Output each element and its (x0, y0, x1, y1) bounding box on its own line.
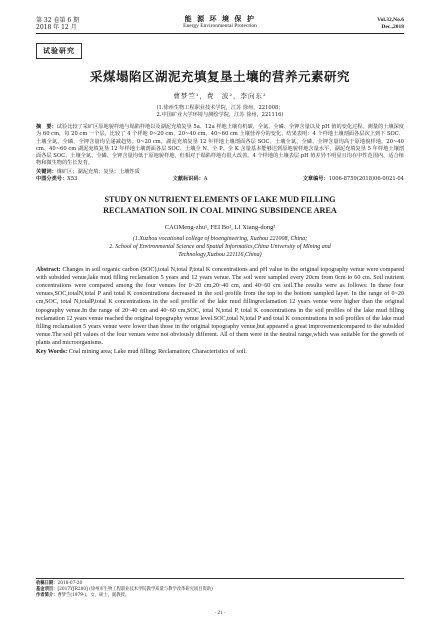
abstract-en-text: Changes in soil organic carbon (SOC),total N,total P,total K concentrations and pH value in the original topography venue were compared with subsided venue,lake mud filling reclamation 5 years and 12 years venue. The soil were sampled every 20cm from 0cm to 60 cm. Soil nutrient concentrations were compared among the four venues for 0~20 cm,20~40 cm, and 40~60 cm soil.The results were as follows: In these four venues,SOC,totalN,total P and total K concentrations decreased in the soil profile from the top to the bottom sampled layer. In the range of 0~20 cm,SOC, total N,totalP,total K concentrations in the soil profile of the lake mud fillingreclamation 12 years venue were higher than the original topography venue.In the range of 20~40 cm and 40~60 cm,SOC, total N,total P, total K concentrations in the soil profiles of the lake mud filling reclamation 12 years venue reached the original topography venue level.SOC,total N,total P and total K concentrations in soil profiles of the lake mud filling reclamation 5 years venue were lower than those in the original topography venue,but appeared a great improvementcompared to the subsided venue.The soil pH values of the four venues were not obviously different. All of them were in the neutral range,which was suitable for the growth of plants and microorganisms. (36, 266, 404, 347)
title-cn: 采煤塌陷区湖泥充填复垦土壤的营养元素研究 (89, 69, 350, 84)
affiliation-en-3: Technology,Xuzhou 221116,China) (178, 251, 262, 258)
issue-volume: 第 32 卷第 6 期 (36, 17, 80, 24)
footnote-funding: 基金项目：[2017YJR200] (徐州市生物工程职业技术学院教学质量与教学改革研究项目资助) (36, 587, 213, 592)
volume-info-en (377, 17, 404, 31)
keywords-en-label: Key Words: (36, 349, 68, 356)
article-id: 文章编号：1006-8759(2018)06-0021-04 (302, 175, 404, 182)
abstract-cn-text: 试验比较了采矿区原地貌样地与塌陷样地以及湖泥充填复垦 5a、12a 样地土壤有机碳、全氮、全磷、全钾含量以及 pH 值的变化过程。测量的土壤深度为 60 cm，每 20 cm 一个层，比较了 4 个样地 0~20 cm、20~40 cm、40~60 cm 土壤营养分的变化。结果表明：4 个样地土壤剖面各层次上到下 SOC、土壤全氮、全磷、全钾含量均呈递减趋势。0~20 cm，湖泥充填复垦 12 年样地土壤剖面各层 SOC、土壤全氮、全磷、全钾含量均高于原地貌样地。20~40 cm、40~60 cm 湖泥充填复垦 12 年样地土壤剖面各层 SOC、土壤全 N、全 P、全 K 含量基本能够达到原地貌样地含量水平，湖泥充填复垦 5 年样地土壤剖面各层 SOC、土壤全氮、全磷、全钾含量均低于原地貌样地，但相对于塌陷样地有很大改善。4 个样地的土壤表层 pH 值差异不明显且均在中性范围内，适合植物和微生物的生长发育。 (36, 124, 404, 167)
journal-name (36, 16, 404, 30)
date-en: Dec.,2018 (381, 24, 404, 30)
abstract-cn-label: 摘 要： (36, 124, 57, 130)
keywords-en (36, 348, 404, 356)
affiliations-en (36, 235, 404, 259)
footnotes (36, 578, 404, 599)
authors-cn: 曹梦竺¹，费 波²，李向东² (173, 92, 267, 100)
keywords-en-text: Coal mining area; Lake mud filling; Reclamation; Characteristics of soil. (68, 349, 247, 356)
abstract-cn (36, 124, 404, 168)
affiliation-en-2: 2. School of Environmental Science and Spatial Informatics,China University of Mining and (109, 243, 331, 250)
journal-header (36, 14, 404, 34)
journal-name-en: Energy Environmental Protection (183, 23, 257, 29)
document-code: 文献标识码：A (172, 175, 208, 182)
affiliation-en-1: (1.Xuzhou vocational college of bioengineering, Xuzhou 221008, China; (132, 235, 308, 242)
authors-en: CAOMeng-zhu¹, FEI Bo², LI Xiang-dong² (164, 223, 276, 231)
abstract-en (36, 266, 404, 348)
footnote-author-bio: 作者简介：曹梦竺(1979-)，女，硕士，副教授。 (36, 593, 130, 598)
affiliation-cn-1: (1.徐州生物工程职业技术学院，江苏 徐州，221008； (156, 105, 284, 111)
title-en (36, 194, 404, 216)
affiliations-cn (36, 105, 404, 119)
page-number: · 21 · (214, 611, 226, 616)
volume-en: Vol.32,No.6 (377, 17, 404, 23)
keywords-cn-text: 煤矿区；湖泥充填；复垦；土壤性质 (56, 168, 140, 175)
affiliation-cn-2: 2.中国矿业大学环境与测绘学院，江苏 徐州，221116) (156, 112, 284, 118)
footnote-received: 收稿日期：2018-07-20 (36, 581, 83, 586)
classification-row (36, 176, 404, 183)
abstract-en-label: Abstract: (36, 266, 61, 273)
clc-number: 中图分类号：X53 (36, 175, 78, 182)
journal-name-cn: 能 源 环 境 保 护 (184, 15, 256, 23)
section-tag: 试验研究 (36, 43, 82, 59)
title-en-line-2: RECLAMATION SOIL IN COAL MINING SUBSIDENCE AREA (103, 205, 337, 215)
issue-date: 2018 年 12 月 (36, 24, 77, 31)
keywords-cn-label: 关键词： (36, 168, 57, 175)
keywords-cn (36, 169, 404, 176)
title-en-line-1: STUDY ON NUTRIENT ELEMENTS OF LAKE MUD FILLING (104, 194, 336, 204)
